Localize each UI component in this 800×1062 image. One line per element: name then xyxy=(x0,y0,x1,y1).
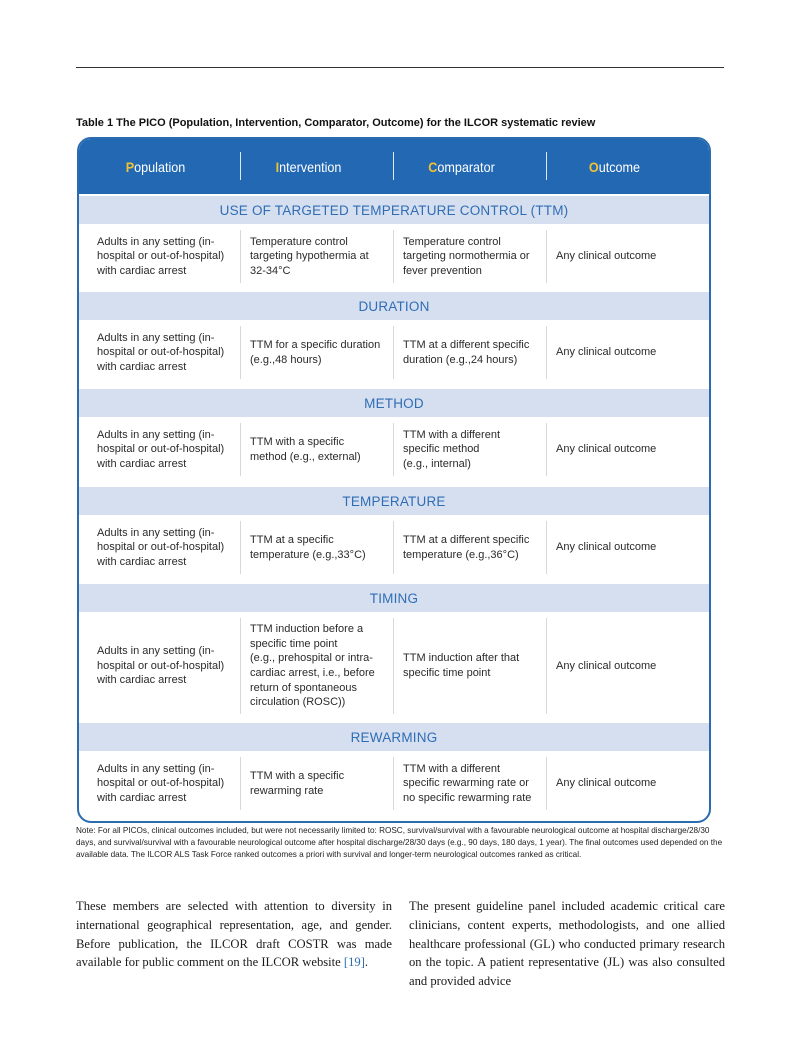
cell-line: specific rewarming rate or xyxy=(403,777,529,790)
column-divider xyxy=(240,423,241,476)
cell-line: with cardiac arrest xyxy=(97,791,187,804)
column-divider xyxy=(546,757,547,810)
cell-intervention xyxy=(250,610,398,722)
cell-population xyxy=(97,513,247,582)
cell-line: specific time point xyxy=(403,667,491,679)
cell-line: TTM with a different xyxy=(403,428,500,441)
cell-line: Temperature control xyxy=(403,235,501,248)
cell-line: TTM with a different xyxy=(403,762,500,775)
cell-line: Adults in any setting (in- xyxy=(97,235,215,248)
cell-line: TTM induction before a xyxy=(250,623,364,636)
header-comparator: C omparator xyxy=(428,158,495,175)
table-row xyxy=(79,415,709,484)
cell-line: hospital or out-of-hospital) xyxy=(97,443,225,456)
column-divider xyxy=(393,618,394,714)
table-row xyxy=(79,513,709,582)
cell-outcome xyxy=(556,749,704,818)
cell-comparator xyxy=(403,749,551,818)
cell-outcome xyxy=(556,318,704,387)
cell-line: (e.g., prehospital or intra- xyxy=(250,652,373,665)
cell-line: TTM at a different specific xyxy=(403,533,530,546)
cell-line: Any clinical outcome xyxy=(556,777,657,790)
cell-population xyxy=(97,415,247,484)
cell-outcome xyxy=(556,610,704,722)
section-band: REWARMING xyxy=(79,723,709,751)
body-paragraph-left: These members are selected with attention to diversity in international geographical representation, age, and gender. Before publication, the ILCOR draft COSTR was made available for public comment on the ILCOR website [19]. xyxy=(76,899,392,970)
column-divider xyxy=(546,618,547,714)
cell-comparator xyxy=(403,318,551,387)
section-band: TEMPERATURE xyxy=(79,487,709,515)
cell-intervention xyxy=(250,513,398,582)
cell-line: Any clinical outcome xyxy=(556,346,657,359)
header-divider xyxy=(546,152,547,180)
cell-line: Any clinical outcome xyxy=(556,250,657,263)
cell-line: with cardiac arrest xyxy=(97,360,187,373)
cell-line: Any clinical outcome xyxy=(556,659,657,672)
top-rule xyxy=(76,67,724,68)
table-header xyxy=(79,139,709,194)
cell-line: method (e.g., external) xyxy=(250,450,361,463)
cell-line: TTM with a specific xyxy=(250,769,345,782)
cell-comparator xyxy=(403,222,551,291)
cell-outcome xyxy=(556,222,704,291)
cell-line: Adults in any setting (in- xyxy=(97,428,215,441)
cell-line: hospital or out-of-hospital) xyxy=(97,346,225,359)
header-population: P opulation xyxy=(125,158,186,175)
cell-line: duration (e.g.,24 hours) xyxy=(403,353,518,366)
table-row xyxy=(79,749,709,818)
cell-population xyxy=(97,318,247,387)
cell-line: TTM for a specific duration xyxy=(250,338,381,351)
cell-line: (e.g.,48 hours) xyxy=(250,353,322,366)
cell-line: Any clinical outcome xyxy=(556,541,657,554)
cell-line: Adults in any setting (in- xyxy=(97,331,215,344)
column-divider xyxy=(240,618,241,714)
column-divider xyxy=(393,326,394,379)
cell-line: no specific rewarming rate xyxy=(403,791,532,804)
section-band: USE OF TARGETED TEMPERATURE CONTROL (TTM) xyxy=(79,196,709,224)
column-divider xyxy=(240,521,241,574)
cell-population xyxy=(97,222,247,291)
cell-line: hospital or out-of-hospital) xyxy=(97,250,225,263)
cell-line: with cardiac arrest xyxy=(97,264,187,277)
cell-line: specific method xyxy=(403,443,480,456)
cell-line: with cardiac arrest xyxy=(97,555,187,568)
cell-line: temperature (e.g.,33°C) xyxy=(250,548,366,561)
table-row xyxy=(79,318,709,387)
cell-line: 32-34°C xyxy=(250,264,291,277)
section-band: DURATION xyxy=(79,292,709,320)
cell-line: fever prevention xyxy=(403,264,482,277)
citation-link[interactable]: [19] xyxy=(343,955,365,970)
cell-population xyxy=(97,610,247,722)
table-note: Note: For all PICOs, clinical outcomes included, but were not necessarily limited to: ROSC, survival/survival with a favourable neurological outcome at hospital discharge/28/30 days, and survival/survival with a favourable neurological outcome after hospital discharge/28/30 days (e.g., 90 days, 180 days, 1 year). The final outcomes used depended on the available data. The ILCOR ALS Task Force ranked outcomes a priori with survival and longer-term neurological outcomes ranked as critical. xyxy=(76,826,723,860)
cell-line: (e.g., internal) xyxy=(403,457,471,470)
cell-line: TTM with a specific xyxy=(250,435,345,448)
cell-outcome xyxy=(556,513,704,582)
cell-line: targeting normothermia or xyxy=(403,250,530,263)
cell-intervention xyxy=(250,415,398,484)
cell-line: hospital or out-of-hospital) xyxy=(97,541,225,554)
cell-population xyxy=(97,749,247,818)
cell-line: Adults in any setting (in- xyxy=(97,526,215,539)
cell-line: with cardiac arrest xyxy=(97,674,187,687)
column-divider xyxy=(546,326,547,379)
cell-intervention xyxy=(250,318,398,387)
pico-table xyxy=(77,137,711,823)
column-divider xyxy=(546,423,547,476)
cell-line: targeting hypothermia at xyxy=(250,250,369,263)
cell-comparator xyxy=(403,415,551,484)
cell-line: Adults in any setting (in- xyxy=(97,645,215,658)
column-divider xyxy=(240,326,241,379)
cell-comparator xyxy=(403,610,551,722)
column-divider xyxy=(393,423,394,476)
body-paragraph-right: The present guideline panel included academic critical care clinicians, content experts, methodologists, and one allied healthcare professional (GL) who conducted primary research on the topic. A patient representative (JL) was also consulted and provided advice xyxy=(409,899,725,989)
column-divider xyxy=(546,521,547,574)
column-divider xyxy=(240,757,241,810)
cell-intervention xyxy=(250,222,398,291)
column-divider xyxy=(546,230,547,283)
header-outcome: O utcome xyxy=(588,158,641,175)
table-caption: Table 1 The PICO (Population, Intervention, Comparator, Outcome) for the ILCOR systematic review xyxy=(76,117,596,129)
header-intervention: I ntervention xyxy=(275,158,342,175)
header-divider xyxy=(240,152,241,180)
column-divider xyxy=(393,757,394,810)
section-band: METHOD xyxy=(79,389,709,417)
cell-line: hospital or out-of-hospital) xyxy=(97,777,225,790)
cell-line: with cardiac arrest xyxy=(97,457,187,470)
cell-line: rewarming rate xyxy=(250,784,324,797)
column-divider xyxy=(393,521,394,574)
table-row xyxy=(79,610,709,722)
cell-line: circulation (ROSC)) xyxy=(250,696,346,709)
cell-line: TTM induction after that xyxy=(403,652,520,665)
cell-intervention xyxy=(250,749,398,818)
cell-line: TTM at a different specific xyxy=(403,338,530,351)
cell-outcome xyxy=(556,415,704,484)
cell-line: TTM at a specific xyxy=(250,533,334,546)
cell-line: cardiac arrest, i.e., before xyxy=(250,667,375,679)
column-divider xyxy=(393,230,394,283)
cell-comparator xyxy=(403,513,551,582)
section-band: TIMING xyxy=(79,584,709,612)
cell-line: hospital or out-of-hospital) xyxy=(97,659,225,672)
column-divider xyxy=(240,230,241,283)
header-divider xyxy=(393,152,394,180)
cell-line: specific time point xyxy=(250,637,338,650)
cell-line: temperature (e.g.,36°C) xyxy=(403,548,519,561)
cell-line: Any clinical outcome xyxy=(556,443,657,456)
cell-line: Temperature control xyxy=(250,235,348,248)
table-row xyxy=(79,222,709,291)
cell-line: return of spontaneous xyxy=(250,681,358,694)
cell-line: Adults in any setting (in- xyxy=(97,762,215,775)
